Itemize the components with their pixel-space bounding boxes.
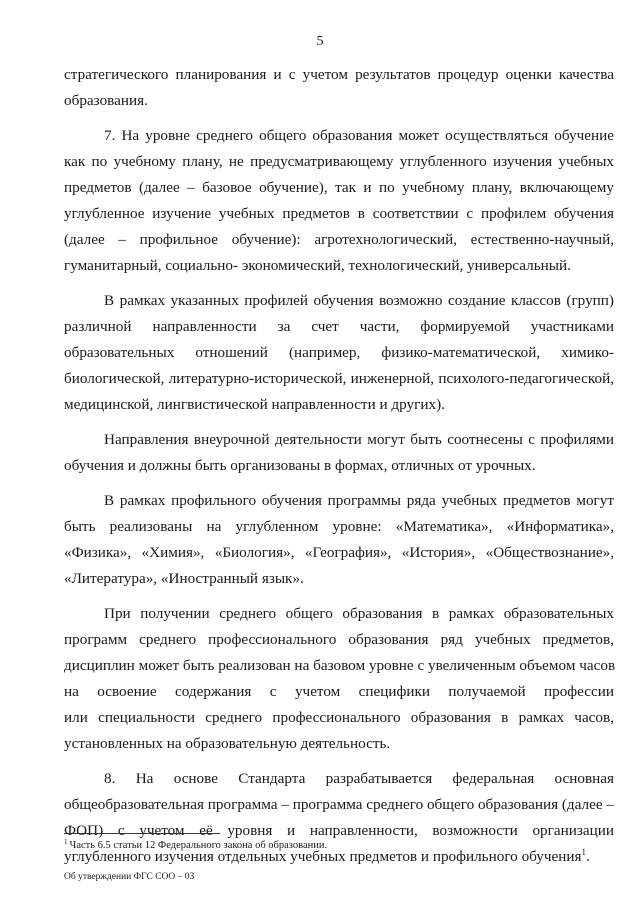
text-line: установленных на образовательную деятельность. <box>64 735 391 752</box>
text-line: биологической, литературно-исторической, инженерной, психолого-педагогической, <box>64 370 614 387</box>
text-line: различной направленности за счет части, формируемой участниками <box>64 318 614 335</box>
text-line: стратегического планирования и с учетом результатов процедур оценки качества <box>64 66 614 83</box>
text-line: или специальности среднего профессионального образования в рамках часов, <box>64 709 614 726</box>
text-line: «Физика», «Химия», «Биология», «География», «История», «Обществознание», <box>64 544 614 561</box>
text-line: как по учебному плану, не предусматривающему углубленного изучения учебных <box>64 153 614 170</box>
text-line: программ среднего профессионального образования ряд учебных предметов, <box>64 631 614 648</box>
paragraph-continuation <box>64 62 614 114</box>
footnote-reference[interactable]: 1 <box>581 846 587 857</box>
text-line: медицинской, лингвистической направленности и других). <box>64 396 445 413</box>
text-line: общеобразовательная программа – программа среднего общего образования (далее – <box>64 796 614 813</box>
paragraph-7 <box>64 123 614 279</box>
text-line: (далее – профильное обучение): агротехнологический, естественно-научный, <box>64 231 614 248</box>
text-line: «Литература», «Иностранный язык». <box>64 570 304 587</box>
document-footer: Об утверждении ФГС СОО – 03 <box>64 872 195 882</box>
sentence-end: . <box>586 848 590 865</box>
text-line: При получении среднего общего образования в рамках образовательных <box>104 605 614 622</box>
text-line: ФОП) с учетом её уровня и направленности, возможности организации <box>64 822 614 839</box>
paragraph-advanced-subjects <box>64 488 614 592</box>
text-line: 7. На уровне среднего общего образования может осуществляться обучение <box>104 127 614 144</box>
text-line-content: углубленного изучения отдельных учебных предметов и профильного обучения <box>64 848 582 865</box>
text-line: обучения и должны быть организованы в формах, отличных от урочных. <box>64 457 536 474</box>
text-line: образования. <box>64 92 148 109</box>
text-line: дисциплин может быть реализован на базовом уровне с увеличенным объемом часов <box>64 657 616 674</box>
text-line: быть реализованы на углубленном уровне: «Математика», «Информатика», <box>64 518 614 535</box>
text-line: образовательных отношений (например, физико-математической, химико- <box>64 344 614 361</box>
footnote-marker: 1 <box>64 837 68 846</box>
text-line: Направления внеурочной деятельности могут быть соотнесены с профилями <box>104 431 614 448</box>
page-number: 5 <box>316 34 324 49</box>
text-line: углубленное изучение учебных предметов в соответствии с профилем обучения <box>64 205 614 222</box>
text-line: предметов (далее – базовое обучение), так и по учебному плану, включающему <box>64 179 614 196</box>
paragraph-extracurricular <box>64 427 614 479</box>
text-line: гуманитарный, социально- экономический, технологический, универсальный. <box>64 257 571 274</box>
paragraph-profiles <box>64 288 614 418</box>
text-line: В рамках указанных профилей обучения возможно создание классов (групп) <box>104 292 614 309</box>
paragraph-8 <box>64 766 614 870</box>
footnote-separator <box>64 833 220 834</box>
footnote-text: Часть 6.5 статьи 12 Федерального закона об образовании. <box>69 840 328 851</box>
paragraph-vocational <box>64 601 614 757</box>
footnote <box>64 837 328 851</box>
text-line: на освоение содержания с учетом специфики получаемой профессии <box>64 683 614 700</box>
document-body <box>64 62 614 870</box>
text-line: 8. На основе Стандарта разрабатывается федеральная основная <box>104 770 614 787</box>
text-line: В рамках профильного обучения программы ряда учебных предметов могут <box>104 492 614 509</box>
